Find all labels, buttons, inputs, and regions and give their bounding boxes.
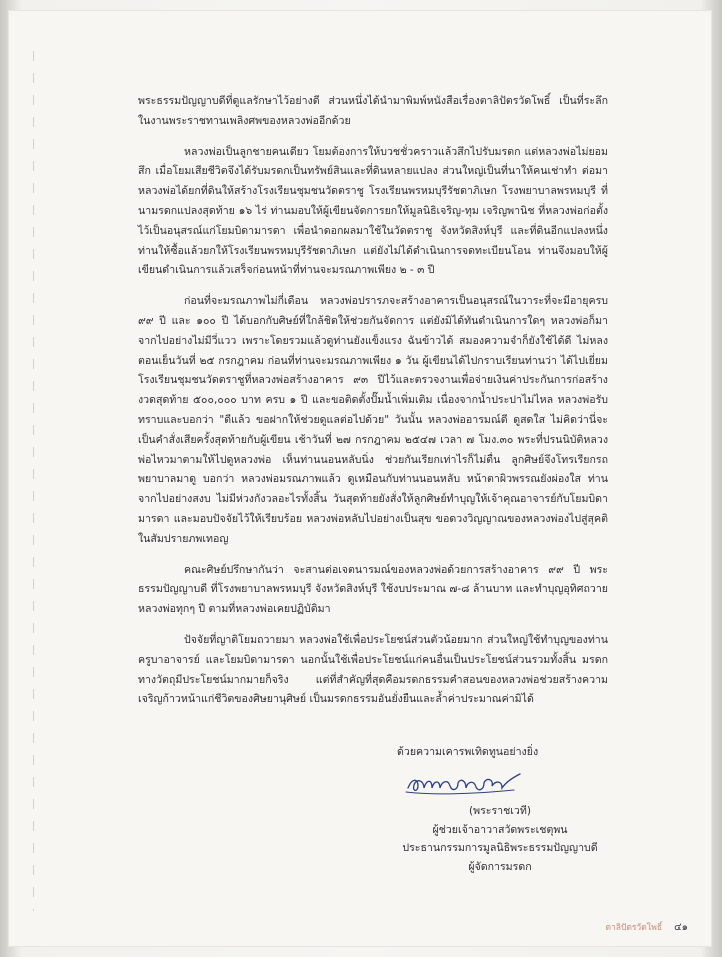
signer-title-2: ประธานกรรมการมูลนิธิพระธรรมปัญญาบดี [402, 842, 598, 854]
signer-title-1: ผู้ช่วยเจ้าอาวาสวัดพระเชตุพน [432, 823, 568, 836]
page-footer [605, 920, 688, 935]
footer-book-title: ตาลิปัตรวัดโพธิ์ [605, 923, 663, 933]
closing-salutation: ด้วยความเคารพเทิดทูนอย่างยิ่ง [397, 746, 539, 758]
signature-block [380, 802, 620, 876]
signer-name: (พระราชเวที) [468, 805, 531, 817]
paragraph-4: คณะศิษย์ปรึกษากันว่า จะสานต่อเจตนารมณ์ของหลวงพ่อด้วยการสร้างอาคาร ๙๙ ปี พระธรรมปัญญาบดี ที่โรงพยาบาลพรหมบุรี จังหวัดสิงห์บุรี ใช้งบประมาณ ๗-๘ ล้านบาท และทำบุญอุทิศถวายหลวงพ่อทุกๆ ปี ตามที่หลวงพ่อเคยปฏิบัติมา [138, 563, 608, 616]
paragraph-5: ปัจจัยที่ญาติโยมถวายมา หลวงพ่อใช้เพื่อประโยชน์ส่วนตัวน้อยมาก ส่วนใหญ่ใช้ทำบุญของท่าน ครูบาอาจารย์ และโยมบิดามารดา นอกนั้นใช้เพื่อประโยชน์แก่คนอื่นเป็นประโยชน์ส่วนรวมทั้งสิ้น มรดกทางวัตถุมีประโยชน์มากมายก็จริง แต่ที่สำคัญที่สุดคือมรดกธรรมคำสอนของหลวงพ่อช่วยสร้างความเจริญก้าวหน้าแก่ชีวิตของศิษยานุศิษย์ เป็นมรดกธรรมอันยั่งยืนและล้ำค่าประมาณค่ามิได้ [138, 633, 608, 706]
paragraph-3: ก่อนที่จะมรณภาพไม่กี่เดือน หลวงพ่อปรารภจะสร้างอาคารเป็นอนุสรณ์ในวาระที่จะมีอายุครบ ๙๙ ปี และ ๑๐๐ ปี ได้บอกกับศิษย์ที่ใกล้ชิดให้ช่วยกันจัดการ แต่ยังมิได้ทันดำเนินการใดๆ หลวงพ่อก็มาจากไปอย่างไม่มีวี่แวว เพราะโดยรวมแล้วดูท่านยังแข็งแรง ฉันข้าวได้ สมองความจำก็ยังใช้ได้ดี ไม่หลง ตอนเย็นวันที่ ๒๕ กรกฎาคม ก่อนที่ท่านจะมรณภาพเพียง ๑ วัน ผู้เขียนได้ไปกราบเรียนท่านว่า ได้ไปเยี่ยมโรงเรียนชุมชนวัดตราชูที่หลวงพ่อสร้างอาคาร ๙๓ ปีไว้และตรวจงานเพื่อจ่ายเงินค่าประกันการก่อสร้างงวดสุดท้าย ๕๐๐,๐๐๐ บาท ครบ ๑ ปี และขอติดตั้งปั๊มน้ำเพิ่มเติม เนื่องจากน้ำประปาไม่ไหล หลวงพ่อรับทราบและบอกว่า "ดีแล้ว ขอฝากให้ช่วยดูแลต่อไปด้วย" วันนั้น หลวงพ่ออารมณ์ดี ดูสดใส ไม่คิดว่านี่จะเป็นคำสั่งเสียครั้งสุดท้ายกับผู้เขียน เช้าวันที่ ๒๗ กรกฎาคม ๒๕๔๗ เวลา ๗ โมง.๓๐ พระที่ปรนนิบัติหลวงพ่อไหวมาตามให้ไปดูหลวงพ่อ เห็นท่านนอนหลับนิ่ง ช่วยกันเรียกเท่าไรก็ไม่ตื่น ลูกศิษย์จึงโทรเรียกรถพยาบาลมาดู บอกว่า หลวงพ่อมรณภาพแล้ว ดูเหมือนกับท่านนอนหลับ หน้าตาผิวพรรณยังผ่องใส ท่านจากไปอย่างสงบ ไม่มีห่วงกังวลอะไรทั้งสิ้น วันสุดท้ายยังสั่งให้ลูกศิษย์ทำบุญให้เจ้าคุณอาจารย์กับโยมบิดามารดา และมอบปัจจัยไว้ให้เรียบร้อย หลวงพ่อหลับไปอย่างเป็นสุข ขอดวงวิญญาณของหลวงพ่องไปสู่สุคติในสัมปรายภพเทอญ [138, 295, 608, 545]
handwritten-signature [402, 768, 532, 800]
paragraph-1: พระธรรมปัญญาบดีที่ดูแลรักษาไว้อย่างดี ส่วนหนึ่งได้นำมาพิมพ์หนังสือเรื่องตาลิปัตรวัดโพธิ์ เป็นที่ระลึกในงานพระราชทานเพลิงศพของหลวงพ่ออีกด้วย [138, 95, 608, 127]
paragraph-2: หลวงพ่อเป็นลูกชายคนเดียว โยมต้องการให้บวชชั่วคราวแล้วสึกไปรับมรดก แต่หลวงพ่อไม่ยอมสึก เมื่อโยมเสียชีวิตจึงได้รับมรดกเป็นทรัพย์สินและที่ดินหลายแปลง ส่วนใหญ่เป็นที่นาให้คนเช่าทำ ต่อมาหลวงพ่อได้ยกที่ดินให้สร้างโรงเรียนชุมชนวัดตราชู โรงเรียนพรหมบุรีรัชดาภิเษก โรงพยาบาลพรหมบุรี ที่นามรดกแปลงสุดท้าย ๑๖ ไร่ ท่านมอบให้ผู้เขียนจัดการยกให้มูลนิธิเจริญ-ทุม เจริญพานิช ที่หลวงพ่อก่อตั้งไว้เป็นอนุสรณ์แก่โยมบิดามารดา เพื่อนำดอกผลมาใช้ในวัดตราชู จังหวัดสิงห์บุรี และที่ดินอีกแปลงหนึ่งท่านให้ซื้อแล้วยกให้โรงเรียนพรหมบุรีรัชดาภิเษก แต่ยังไม่ได้ดำเนินการจดทะเบียนโอน ท่านจึงมอบให้ผู้เขียนดำเนินการแล้วเสร็จก่อนหน้าที่ท่านจะมรณภาพเพียง ๒ - ๓ ปี [138, 145, 608, 277]
binding-edge [33, 51, 34, 911]
signer-title-3: ผู้จัดการมรดก [468, 860, 532, 873]
main-text [138, 92, 608, 710]
page-number: ๔๑ [674, 922, 688, 933]
